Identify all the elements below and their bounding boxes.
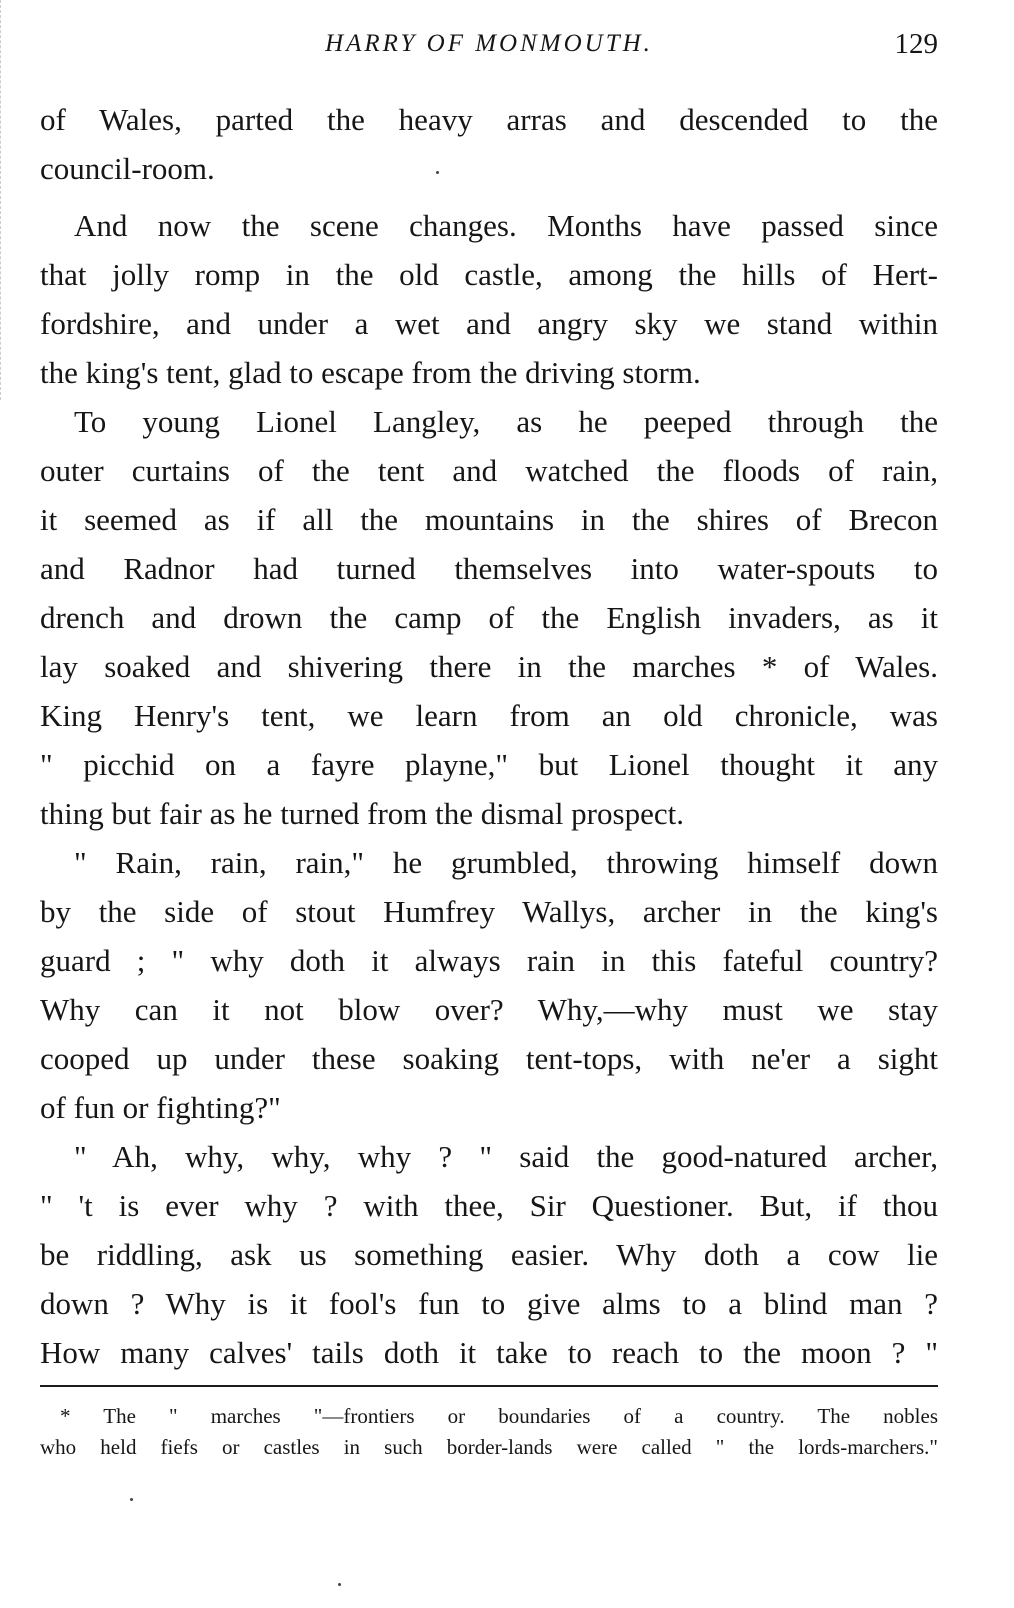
- paragraph-first-line: " Ah, why, why, why ? " said the good-natured archer,: [74, 1139, 938, 1174]
- text-line: lay soaked and shivering there in the marches * of Wales.: [40, 649, 938, 684]
- text-line: of fun or fighting?": [40, 1090, 281, 1125]
- page-number: 129: [894, 28, 938, 60]
- text-line: and Radnor had turned themselves into water-spouts to: [40, 551, 938, 586]
- text-line: the king's tent, glad to escape from the driving storm.: [40, 355, 701, 390]
- text-line: King Henry's tent, we learn from an old chronicle, was: [40, 698, 938, 733]
- ink-speck: [130, 1498, 133, 1501]
- ink-speck: [436, 171, 439, 174]
- text-line: guard ; " why doth it always rain in this fateful country?: [40, 943, 938, 978]
- running-title: HARRY OF MONMOUTH.: [325, 30, 653, 57]
- text-line: How many calves' tails doth it take to reach to the moon ? ": [40, 1335, 938, 1370]
- body-text: [40, 95, 938, 1377]
- footnote-line: who held fiefs or castles in such border-lands were called " the lords-marchers.": [40, 1435, 938, 1459]
- paragraph-first-line: To young Lionel Langley, as he peeped through the: [74, 404, 938, 439]
- footnote-rule: [40, 1385, 938, 1387]
- ink-speck: [338, 1583, 341, 1586]
- text-line: " 't is ever why ? with thee, Sir Questioner. But, if thou: [40, 1188, 938, 1223]
- text-line: that jolly romp in the old castle, among the hills of Hert-: [40, 257, 938, 292]
- paragraph-first-line: And now the scene changes. Months have passed since: [74, 208, 938, 243]
- text-line: outer curtains of the tent and watched the floods of rain,: [40, 453, 938, 488]
- footnote-line: * The " marches "—frontiers or boundaries of a country. The nobles: [60, 1404, 938, 1428]
- text-line: of Wales, parted the heavy arras and descended to the: [40, 102, 938, 137]
- text-line: be riddling, ask us something easier. Why doth a cow lie: [40, 1237, 938, 1272]
- text-line: by the side of stout Humfrey Wallys, archer in the king's: [40, 894, 938, 929]
- text-line: down ? Why is it fool's fun to give alms to a blind man ?: [40, 1286, 938, 1321]
- footnote: [40, 1401, 938, 1463]
- text-line: council-room.: [40, 151, 215, 186]
- text-line: drench and drown the camp of the English invaders, as it: [40, 600, 938, 635]
- page-header: [40, 24, 938, 64]
- page-edge-marks: [0, 0, 11, 400]
- text-line: thing but fair as he turned from the dismal prospect.: [40, 796, 684, 831]
- text-line: it seemed as if all the mountains in the shires of Brecon: [40, 502, 938, 537]
- text-line: fordshire, and under a wet and angry sky we stand within: [40, 306, 938, 341]
- text-line: " picchid on a fayre playne," but Lionel thought it any: [40, 747, 938, 782]
- text-line: cooped up under these soaking tent-tops, with ne'er a sight: [40, 1041, 938, 1076]
- text-line: Why can it not blow over? Why,—why must we stay: [40, 992, 938, 1027]
- paragraph-first-line: " Rain, rain, rain," he grumbled, throwing himself down: [74, 845, 938, 880]
